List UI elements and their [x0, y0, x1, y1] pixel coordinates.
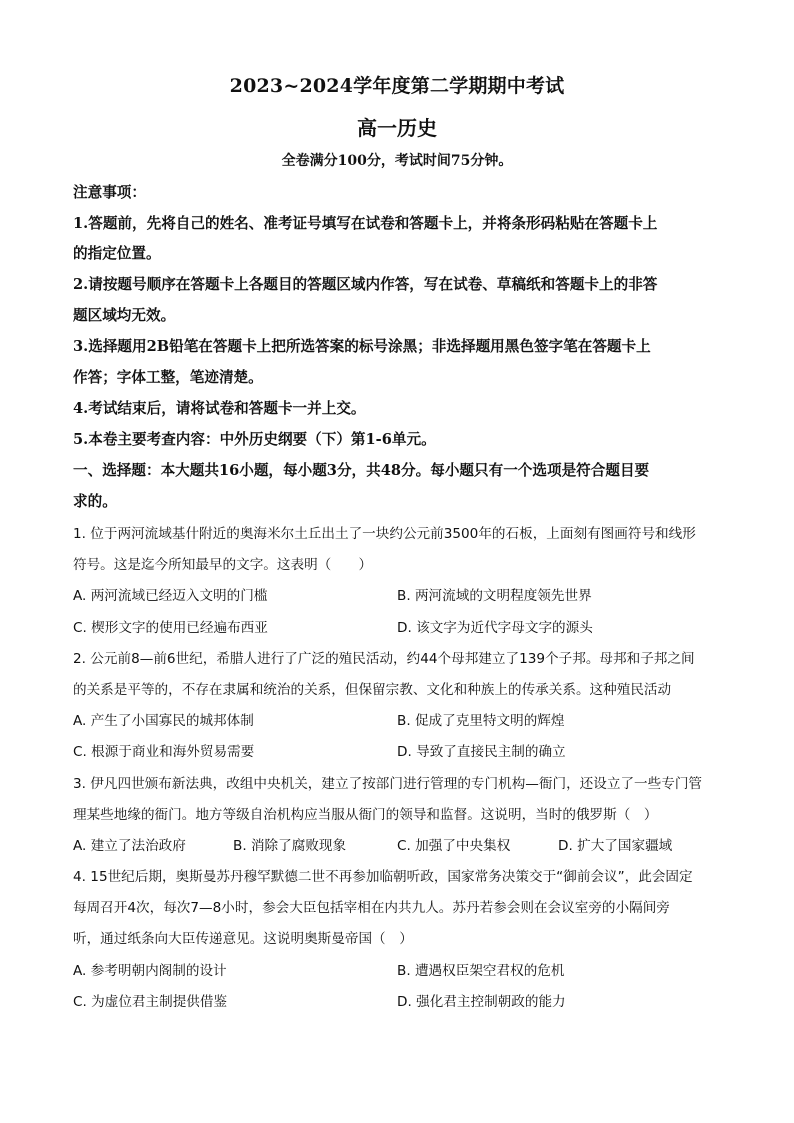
q2-stem-line-1: 2. 公元前8—前6世纪，希腊人进行了广泛的殖民活动，约44个母邦建立了139个子邦。母邦和子邦之间: [73, 651, 695, 667]
exam-title: 2023~2024学年度第二学期期中考试: [229, 75, 565, 97]
q1-stem-line-1: 1. 位于两河流域基什附近的奥海米尔土丘出土了一块约公元前3500年的石板，上面刻有图画符号和线形: [73, 526, 696, 542]
notes-heading: 注意事项：: [73, 184, 146, 201]
q4-stem-line-3: 听，通过纸条向大臣传递意见。这说明奥斯曼帝国（ ）: [73, 931, 413, 947]
q1-option-a[interactable]: A. 两河流域已经迈入文明的门槛: [73, 588, 268, 604]
q3-option-d[interactable]: D. 扩大了国家疆域: [558, 838, 673, 854]
q3-option-c[interactable]: C. 加强了中央集权: [397, 838, 511, 854]
note-2-line-1: 2.请按题号顺序在答题卡上各题目的答题区域内作答，写在试卷、草稿纸和答题卡上的非答: [73, 276, 658, 293]
note-5: 5.本卷主要考查内容：中外历史纲要（下）第1-6单元。: [73, 431, 436, 448]
q1-stem-line-2: 符号。这是迄今所知最早的文字。这表明（ ）: [73, 557, 373, 573]
q1-option-b[interactable]: B. 两河流域的文明程度领先世界: [397, 588, 592, 604]
exam-subject: 高一历史: [357, 116, 437, 140]
note-1-line-1: 1.答题前，先将自己的姓名、准考证号填写在试卷和答题卡上，并将条形码粘贴在答题卡上: [73, 215, 658, 232]
q2-option-c[interactable]: C. 根源于商业和海外贸易需要: [73, 744, 255, 760]
q3-option-b[interactable]: B. 消除了腐败现象: [233, 838, 347, 854]
q4-option-b[interactable]: B. 遭遇权臣架空君权的危机: [397, 963, 565, 979]
q2-option-a[interactable]: A. 产生了小国寡民的城邦体制: [73, 713, 254, 729]
q2-stem-line-2: 的关系是平等的，不存在隶属和统治的关系，但保留宗教、文化和种族上的传承关系。这种殖民活动: [73, 682, 672, 698]
q4-stem-line-2: 每周召开4次，每次7—8小时，参会大臣包括宰相在内共九人。苏丹若参会则在会议室旁的小隔间旁: [73, 900, 670, 916]
note-1-line-2: 的指定位置。: [73, 245, 161, 262]
q4-option-a[interactable]: A. 参考明朝内阁制的设计: [73, 963, 227, 979]
q4-option-c[interactable]: C. 为虚位君主制提供借鉴: [73, 994, 228, 1010]
note-3-line-2: 作答；字体工整，笔迹清楚。: [73, 369, 263, 386]
note-2-line-2: 题区域均无效。: [73, 307, 176, 324]
q1-option-d[interactable]: D. 该文字为近代字母文字的源头: [397, 620, 593, 636]
note-3-line-1: 3.选择题用2B铅笔在答题卡上把所选答案的标号涂黑；非选择题用黑色签字笔在答题卡上: [73, 338, 651, 355]
q4-stem-line-1: 4. 15世纪后期，奥斯曼苏丹穆罕默德二世不再参加临朝听政，国家常务决策交于“御前会议”，此会固定: [73, 869, 693, 885]
q2-option-b[interactable]: B. 促成了克里特文明的辉煌: [397, 713, 565, 729]
q2-option-d[interactable]: D. 导致了直接民主制的确立: [397, 744, 566, 760]
section-heading-line-1: 一、选择题：本大题共16小题，每小题3分，共48分。每小题只有一个选项是符合题目要: [73, 462, 650, 479]
q1-option-c[interactable]: C. 楔形文字的使用已经遍布西亚: [73, 620, 268, 636]
section-heading-line-2: 求的。: [73, 493, 117, 510]
q3-option-a[interactable]: A. 建立了法治政府: [73, 838, 186, 854]
q3-stem-line-1: 3. 伊凡四世颁布新法典，改组中央机关，建立了按部门进行管理的专门机构—衙门，还设立了一些专门管: [73, 776, 703, 792]
q4-option-d[interactable]: D. 强化君主控制朝政的能力: [397, 994, 566, 1010]
q3-stem-line-2: 理某些地缘的衙门。地方等级自治机构应当服从衙门的领导和监督。这说明，当时的俄罗斯（ ）: [73, 807, 658, 823]
exam-meta: 全卷满分100分，考试时间75分钟。: [281, 153, 513, 169]
note-4: 4.考试结束后，请将试卷和答题卡一并上交。: [73, 400, 366, 417]
